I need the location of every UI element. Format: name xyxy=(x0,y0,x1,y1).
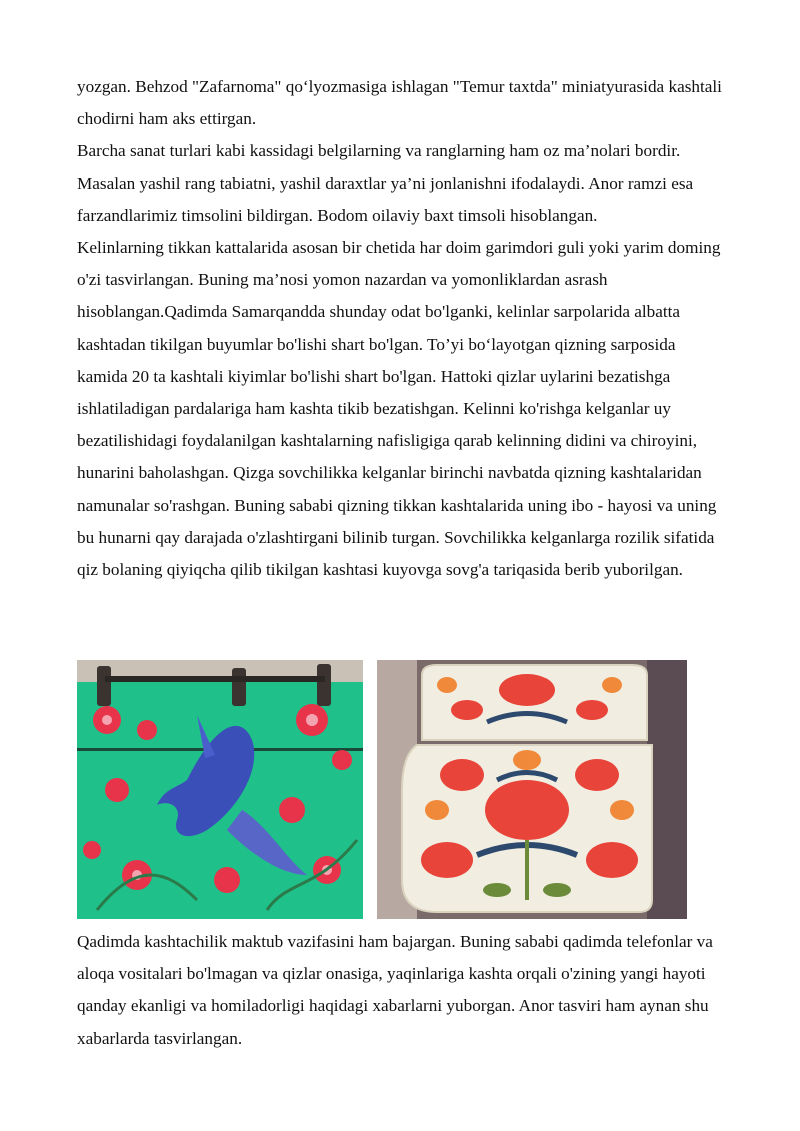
paragraph-3: Kelinlarning tikkan kattalarida asosan bir chetida har doim garimdori guli yoki yarim doming o'zi tasvirlangan. Buning ma’nosi yomon nazardan va yomonliklardan asrash hisoblangan.Qadimda Samarqandda shunday odat bo'lganki, kelinlar sarpolarida albatta kashtadan tikilgan buyumlar bo'lishi shart bo'lgan. To’yi bo‘layotgan qizning sarposida kamida 20 ta kashtali kiyimlar bo'lishi shart bo'lgan. Hattoki qizlar uylarini bezatishga ishlatiladigan pardalariga ham kashta tikib bezatishgan. Kelinni ko'rishga kelganlar uy bezatilishidagi foydalanilgan kashtalarning nafisligiga qarab kelinning didini va chiroyini, hunarini baholashgan. Qizga sovchilikka kelganlar birinchi navbatda qizning kashtalaridan namunalar so'rashgan. Buning sababi qizning tikkan kashtalarida uning ibo - hayosi va uning bu hunarni qay darajada o'zlashtirgani bilinib turgan. Sovchilikka kelganlarga rozilik sifatida qiz bolaning qiyiqcha qilib tikilgan kashtasi kuyovga sovg'a tariqasida berib yuborilgan. xyxy=(77,238,721,580)
photo-green-bird-bag xyxy=(77,660,363,919)
text-block-top xyxy=(77,71,727,586)
paragraph-2: Barcha sanat turlari kabi kassidagi belgilarning va ranglarning ham oz ma’nolari bordir. Masalan yashil rang tabiatni, yashil daraxtlar ya’ni jonlanishni ifodalaydi. Anor ramzi esa farzandlarimiz timsolini bildirgan. Bodom oilaviy baxt timsoli hisoblangan. xyxy=(77,141,694,225)
paragraph-1: yozgan. Behzod "Zafarnoma" qo‘lyozmasiga ishlagan "Temur taxtda" miniatyurasida kashtali chodirni ham aks ettirgan. xyxy=(77,77,722,129)
photo-cream-flower-bag xyxy=(377,660,687,919)
paragraph-4: Qadimda kashtachilik maktub vazifasini ham bajargan. Buning sababi qadimda telefonlar va aloqa vositalari bo'lmagan va qizlar onasiga, yaqinlariga kashta orqali o'zining yangi hayoti qanday ekanligi va homiladorligi haqidagi xabarlarni yuborgan. Anor tasviri ham aynan shu xabarlarda tasvirlangan. xyxy=(77,932,713,1048)
text-block-bottom xyxy=(77,926,727,1055)
